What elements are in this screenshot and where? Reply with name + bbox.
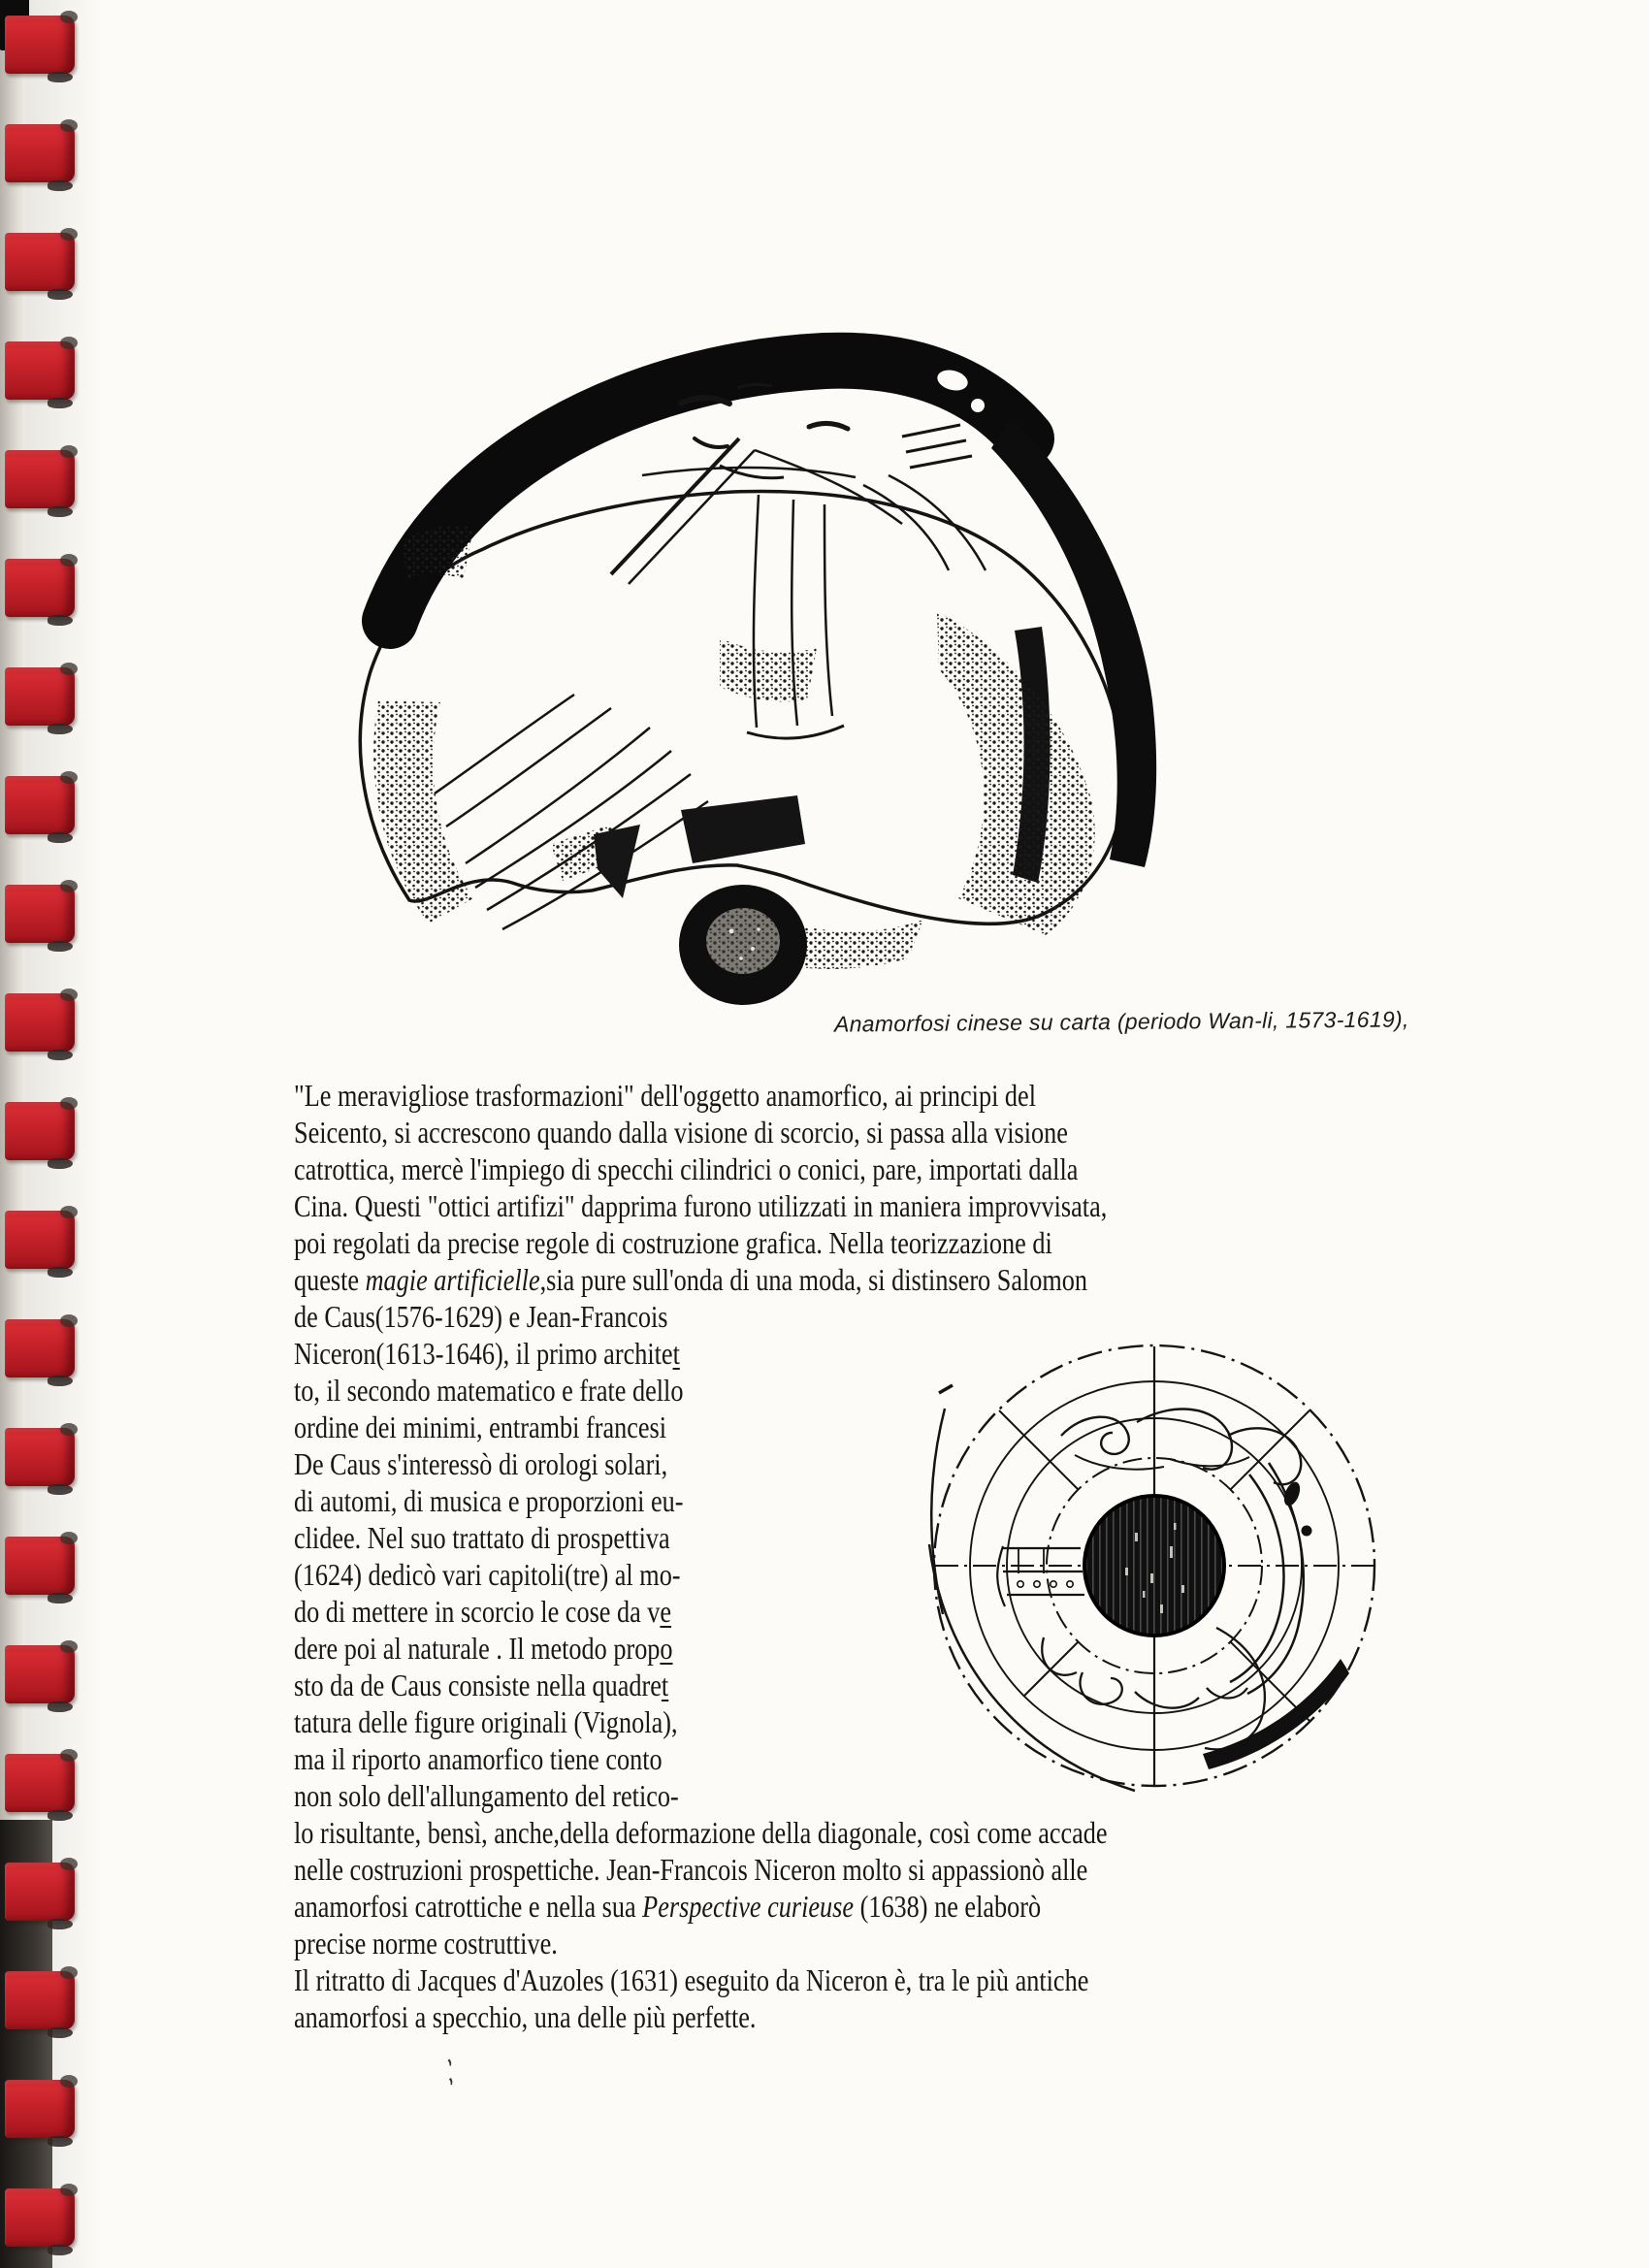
binding-tab: [5, 1102, 75, 1160]
text-line: [294, 1150, 1107, 1187]
text-line: [294, 1261, 1107, 1298]
binding-tab: [5, 1537, 75, 1595]
text-line: [294, 1482, 684, 1519]
text-segment: to, il secondo matematico e frate dello: [294, 1373, 684, 1408]
text-line: [294, 1224, 1107, 1261]
text-line: [294, 1777, 684, 1814]
text-segment: queste: [294, 1262, 366, 1297]
text-line: [294, 1961, 1108, 1998]
text-line: [294, 1187, 1107, 1224]
circular-diagram-drawing: [920, 1331, 1391, 1802]
text-segment: magie artificielle: [365, 1262, 540, 1297]
narrow-text-column: [294, 1298, 684, 1814]
text-segment: tatura delle figure originali (Vignola),: [294, 1704, 678, 1739]
text-segment: Perspective curieuse: [642, 1889, 855, 1924]
binding-tab: [5, 341, 75, 400]
text-segment: t: [661, 1668, 669, 1702]
text-line: [294, 1409, 684, 1445]
text-segment: anamorfosi catrottiche e nella sua: [294, 1889, 643, 1924]
text-line: [294, 1998, 1108, 2035]
text-segment: poi regolati da precise regole di costruzione grafica. Nella teorizzazione di: [294, 1225, 1052, 1260]
binding-tab: [5, 776, 75, 834]
binding-tab: [5, 16, 75, 74]
text-line: [294, 1630, 684, 1667]
stray-ink-mark: ,’: [434, 2053, 469, 2090]
text-segment: ,sia pure sull'onda di una moda, si distinsero Salomon: [539, 1262, 1088, 1297]
text-segment: non solo dell'allungamento del retico-: [294, 1778, 679, 1813]
text-segment: ordine dei minimi, entrambi francesi: [294, 1409, 667, 1444]
text-line: [294, 1372, 684, 1409]
text-segment: t: [672, 1336, 680, 1371]
binding-tab: [5, 450, 75, 508]
binding-tab: [5, 1645, 75, 1703]
paragraph-block-2: [294, 1814, 1108, 2035]
text-segment: lo risultante, bensì, anche,della deformazione della diagonale, così come accade: [294, 1815, 1108, 1850]
text-segment: Seicento, si accrescono quando dalla visione di scorcio, si passa alla visione: [294, 1115, 1068, 1150]
anamorphic-figure-drawing: [320, 320, 1174, 1019]
text-segment: (1624) dedicò vari capitoli(tre) al mo-: [294, 1557, 681, 1592]
text-segment: Il ritratto di Jacques d'Auzoles (1631) eseguito da Niceron è, tra le più antiche: [294, 1962, 1089, 1997]
text-line: [294, 1077, 1107, 1114]
text-line: [294, 1703, 684, 1740]
text-segment: dere poi al naturale . Il metodo prop: [294, 1631, 661, 1666]
text-line: [294, 1335, 684, 1372]
text-segment: clidee. Nel suo trattato di prospettiva: [294, 1520, 670, 1555]
text-segment: di automi, di musica e proporzioni eu-: [294, 1483, 684, 1518]
text-line: [294, 1851, 1108, 1888]
text-line: [294, 1593, 684, 1630]
text-segment: "Le meravigliose trasformazioni" dell'oggetto anamorfico, ai principi del: [294, 1078, 1036, 1113]
binding-tab: [5, 559, 75, 617]
text-segment: catrottica, mercè l'impiego di specchi cilindrici o conici, pare, importati dalla: [294, 1151, 1079, 1186]
text-segment: De Caus s'interessò di orologi solari,: [294, 1446, 668, 1481]
circular-anamorphosis-diagram: [920, 1331, 1391, 1802]
text-line: [294, 1556, 684, 1593]
binding-tab: [5, 1319, 75, 1377]
text-segment: o: [660, 1631, 673, 1666]
binding-tab: [5, 124, 75, 182]
text-line: [294, 1519, 684, 1556]
text-segment: anamorfosi a specchio, una delle più perfette.: [294, 1999, 757, 2034]
text-segment: nelle costruzioni prospettiche. Jean-Francois Niceron molto si appassionò alle: [294, 1852, 1088, 1887]
binding-tab: [5, 993, 75, 1052]
binding-tab: [5, 233, 75, 291]
binding-tab: [5, 885, 75, 943]
text-line: [294, 1888, 1108, 1925]
paragraph-block-1: [294, 1077, 1107, 1298]
binding-tab: [5, 667, 75, 726]
text-line: [294, 1814, 1108, 1851]
mirror-disk: [679, 885, 807, 1005]
text-segment: sto da de Caus consiste nella quadre: [294, 1668, 662, 1702]
binding-tab: [5, 1971, 75, 2029]
text-segment: precise norme costruttive.: [294, 1926, 558, 1960]
binding-tab: [5, 2080, 75, 2138]
text-segment: Niceron(1613-1646), il primo archite: [294, 1336, 673, 1371]
binding-tab: [5, 1428, 75, 1486]
text-line: [294, 1114, 1107, 1150]
binding-tab: [5, 2188, 75, 2247]
text-line: [294, 1925, 1108, 1961]
text-segment: e: [660, 1594, 672, 1629]
text-segment: (1638) ne elaborò: [854, 1889, 1042, 1924]
binding-tab: [5, 1754, 75, 1812]
text-segment: do di mettere in scorcio le cose da v: [294, 1594, 661, 1629]
figure-caption: Anamorfosi cinese su carta (periodo Wan-li, 1573-1619),: [833, 1006, 1409, 1037]
binding-tab: [5, 1211, 75, 1269]
text-segment: ma il riporto anamorfico tiene conto: [294, 1741, 663, 1776]
text-line: [294, 1740, 684, 1777]
text-segment: Cina. Questi "ottici artifizi" dapprima furono utilizzati in maniera improvvisata,: [294, 1188, 1108, 1223]
binding-tab: [5, 1863, 75, 1921]
anamorphic-figure-illustration: [320, 320, 1174, 1019]
text-segment: de Caus(1576-1629) e Jean-Francois: [294, 1299, 668, 1334]
text-line: [294, 1298, 684, 1335]
text-line: [294, 1445, 684, 1482]
text-line: [294, 1667, 684, 1703]
